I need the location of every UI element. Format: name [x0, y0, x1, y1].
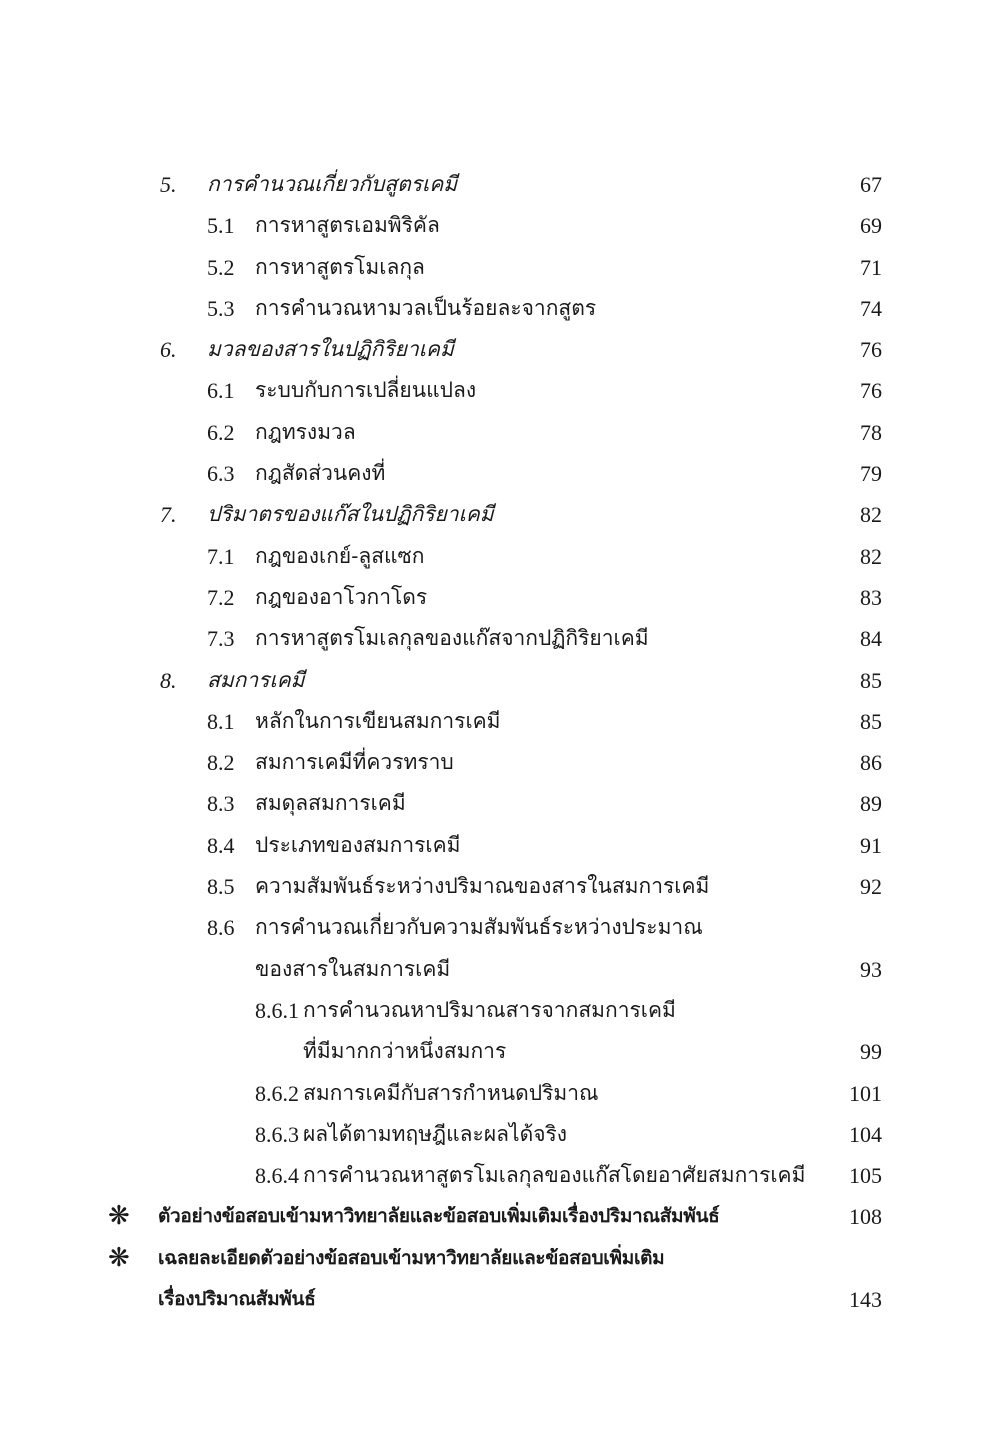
toc-page: 101: [849, 1080, 882, 1106]
toc-number: 5.: [160, 172, 177, 197]
toc-title: สมการเคมี: [207, 667, 305, 692]
toc-chapter-5: [0, 164, 992, 205]
toc-section: [0, 205, 992, 246]
toc-number: 6.3: [207, 461, 235, 487]
toc-number: 7.2: [207, 584, 235, 610]
asterisk-bullet-icon: ❋: [108, 1201, 130, 1232]
toc-section: [0, 618, 992, 659]
table-of-contents: [0, 164, 992, 1320]
toc-page: 83: [860, 584, 882, 610]
toc-title: เรื่องปริมาณสัมพันธ์: [158, 1288, 316, 1311]
toc-page: 76: [860, 337, 882, 363]
toc-page: 86: [860, 750, 882, 776]
toc-title: กฎของเกย์-ลูสแซก: [255, 543, 425, 568]
toc-number: 5.2: [207, 254, 235, 280]
toc-number: 8.2: [207, 750, 235, 776]
toc-page: 67: [860, 172, 882, 197]
toc-title: สมดุลสมการเคมี: [255, 791, 406, 816]
toc-number: 8.: [160, 667, 177, 693]
toc-section: [0, 577, 992, 618]
toc-chapter-6: [0, 329, 992, 370]
toc-section-continuation: [0, 949, 992, 990]
toc-section: [0, 536, 992, 577]
toc-subsection: [0, 1073, 992, 1114]
toc-title: ประเภทของสมการเคมี: [255, 832, 461, 857]
toc-page: 85: [860, 667, 882, 693]
toc-section: [0, 247, 992, 288]
toc-title: กฎทรงมวล: [255, 419, 356, 444]
toc-page: 82: [860, 543, 882, 569]
toc-title: ตัวอย่างข้อสอบเข้ามหาวิทยาลัยและข้อสอบเพิ่มเติมเรื่องปริมาณสัมพันธ์: [158, 1205, 720, 1228]
toc-page: 108: [849, 1204, 882, 1230]
toc-title: การคำนวณหาปริมาณสารจากสมการเคมี: [303, 997, 676, 1022]
toc-page: 84: [860, 626, 882, 652]
toc-page: 143: [849, 1287, 882, 1313]
toc-page: 99: [860, 1039, 882, 1065]
toc-section: [0, 783, 992, 824]
toc-number: 5.3: [207, 295, 235, 321]
toc-extra-continuation: [0, 1279, 992, 1320]
toc-title: หลักในการเขียนสมการเคมี: [255, 708, 501, 733]
toc-title: ที่มีมากกว่าหนึ่งสมการ: [303, 1039, 507, 1064]
toc-extra-exam-questions: [0, 1196, 992, 1237]
toc-title: การคำนวณหาสูตรโมเลกุลของแก๊สโดยอาศัยสมการเคมี: [303, 1163, 806, 1188]
toc-page: 89: [860, 791, 882, 817]
toc-section: [0, 288, 992, 329]
toc-title: การคำนวณเกี่ยวกับความสัมพันธ์ระหว่างประมาณ: [255, 915, 703, 940]
toc-subsection: [0, 1155, 992, 1196]
toc-number: 5.1: [207, 213, 235, 239]
toc-number: 8.6.2: [255, 1080, 299, 1106]
toc-section: [0, 742, 992, 783]
toc-section: [0, 825, 992, 866]
toc-title: ของสารในสมการเคมี: [255, 956, 451, 981]
toc-page: 71: [860, 254, 882, 280]
toc-page: 93: [860, 956, 882, 982]
toc-title: กฎของอาโวกาโดร: [255, 584, 428, 609]
toc-extra-exam-solutions: [0, 1238, 992, 1279]
toc-page: 74: [860, 295, 882, 321]
toc-title: การหาสูตรโมเลกุลของแก๊สจากปฏิกิริยาเคมี: [255, 626, 649, 651]
toc-title: การคำนวณเกี่ยวกับสูตรเคมี: [207, 172, 458, 196]
toc-number: 8.4: [207, 832, 235, 858]
toc-page: 104: [849, 1121, 882, 1147]
toc-page: 69: [860, 213, 882, 239]
toc-page: 85: [860, 708, 882, 734]
toc-title: ความสัมพันธ์ระหว่างปริมาณของสารในสมการเคมี: [255, 874, 710, 899]
toc-number: 8.6.1: [255, 997, 299, 1023]
toc-number: 6.1: [207, 378, 235, 404]
toc-title: สมการเคมีกับสารกำหนดปริมาณ: [303, 1080, 599, 1105]
toc-section: [0, 370, 992, 411]
toc-section: [0, 701, 992, 742]
toc-subsection: [0, 990, 992, 1031]
toc-page: 82: [860, 502, 882, 528]
toc-number: 6.: [160, 337, 177, 363]
toc-title: เฉลยละเอียดตัวอย่างข้อสอบเข้ามหาวิทยาลัยและข้อสอบเพิ่มเติม: [158, 1246, 665, 1269]
toc-number: 8.6: [207, 915, 235, 941]
toc-number: 8.3: [207, 791, 235, 817]
toc-number: 7.3: [207, 626, 235, 652]
toc-page: 92: [860, 874, 882, 900]
toc-title: การคำนวณหามวลเป็นร้อยละจากสูตร: [255, 295, 597, 320]
toc-section: [0, 907, 992, 948]
toc-title: ปริมาตรของแก๊สในปฏิกิริยาเคมี: [207, 502, 494, 527]
toc-number: 7.: [160, 502, 177, 528]
toc-number: 8.5: [207, 874, 235, 900]
toc-number: 6.2: [207, 419, 235, 445]
toc-section: [0, 412, 992, 453]
toc-section: [0, 453, 992, 494]
toc-title: การหาสูตรโมเลกุล: [255, 254, 425, 279]
toc-subsection-continuation: [0, 1031, 992, 1072]
toc-title: สมการเคมีที่ควรทราบ: [255, 750, 454, 775]
toc-title: ผลได้ตามทฤษฎีและผลได้จริง: [303, 1121, 568, 1146]
toc-chapter-8: [0, 660, 992, 701]
toc-page: 91: [860, 832, 882, 858]
asterisk-bullet-icon: ❋: [108, 1242, 130, 1273]
toc-page: 105: [849, 1163, 882, 1189]
toc-page: 76: [860, 378, 882, 404]
toc-title: การหาสูตรเอมพิริคัล: [255, 213, 440, 238]
toc-title: ระบบกับการเปลี่ยนแปลง: [255, 378, 477, 403]
toc-page: 79: [860, 461, 882, 487]
toc-subsection: [0, 1114, 992, 1155]
toc-section: [0, 866, 992, 907]
toc-number: 7.1: [207, 543, 235, 569]
toc-chapter-7: [0, 494, 992, 535]
toc-page: 78: [860, 419, 882, 445]
toc-number: 8.1: [207, 708, 235, 734]
toc-title: มวลของสารในปฏิกิริยาเคมี: [207, 337, 454, 362]
toc-number: 8.6.3: [255, 1121, 299, 1147]
toc-number: 8.6.4: [255, 1163, 299, 1189]
toc-title: กฎสัดส่วนคงที่: [255, 461, 386, 486]
